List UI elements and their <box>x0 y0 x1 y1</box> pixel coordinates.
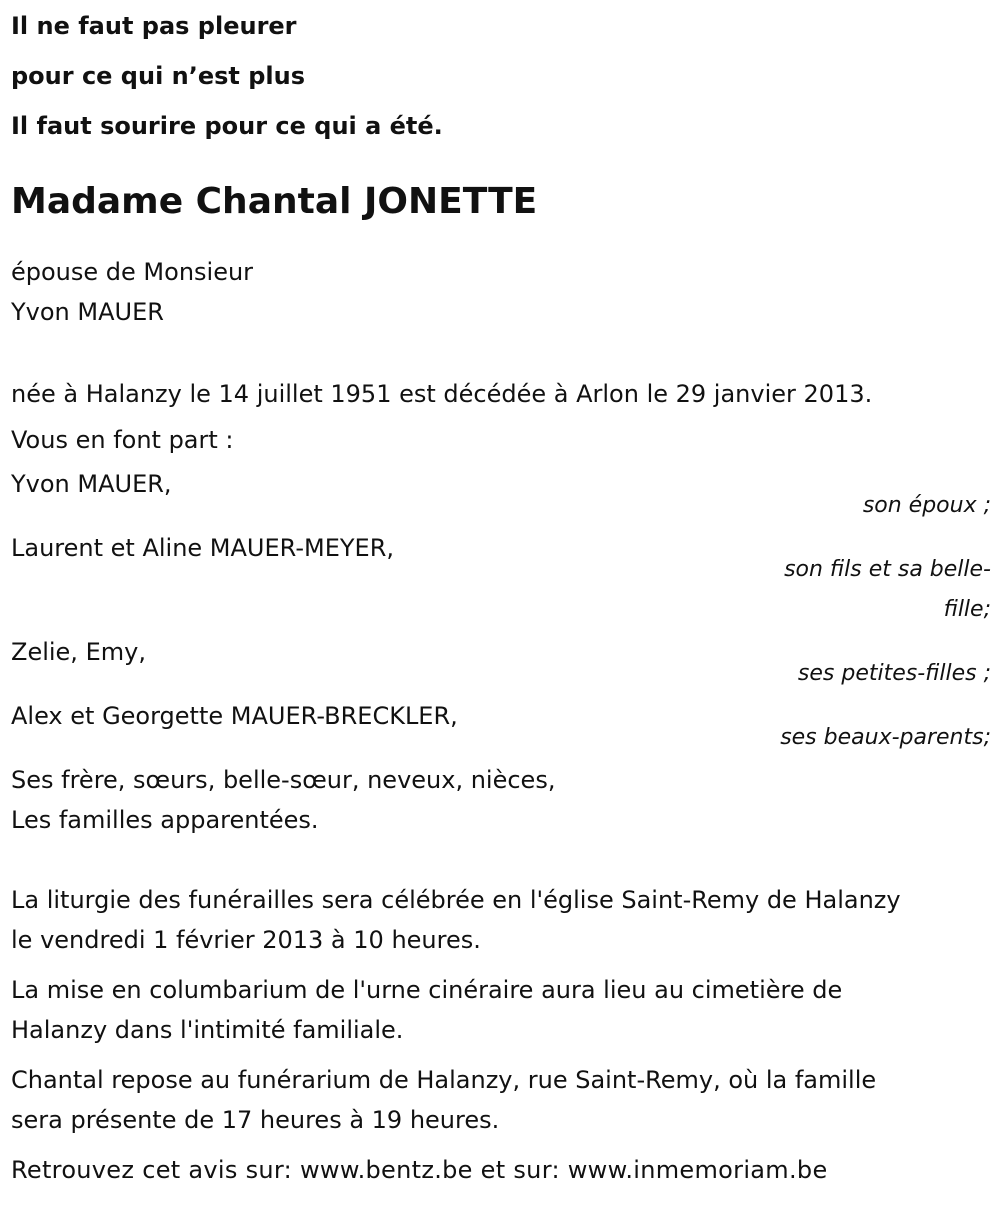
family-role <box>11 654 991 694</box>
family-role-line: son époux ; <box>862 493 991 518</box>
footer-websites: Retrouvez cet avis sur: www.bentz.be et sur: www.inmemoriam.be <box>11 1156 828 1184</box>
deceased-name: Madame Chantal JONETTE <box>11 181 538 222</box>
paragraph-line: sera présente de 17 heures à 19 heures. <box>11 1106 500 1134</box>
poem-line: Il ne faut pas pleurer <box>11 12 297 40</box>
family-role-line: fille; <box>943 597 991 622</box>
relatives-line: Ses frère, sœurs, belle-sœur, neveux, nièces, <box>11 766 556 794</box>
family-role-line: son fils et sa belle- <box>784 557 991 582</box>
paragraph-line: le vendredi 1 février 2013 à 10 heures. <box>11 926 481 954</box>
columbarium-info <box>11 970 991 1050</box>
poem-line: pour ce qui n’est plus <box>11 62 306 90</box>
family-role-line: ses petites-filles ; <box>797 661 991 686</box>
relatives <box>11 760 991 840</box>
spouse-name: Yvon MAUER <box>11 298 164 326</box>
family-member: Alex et Georgette MAUER-BRECKLER, <box>11 702 458 730</box>
paragraph-line: Halanzy dans l'intimité familiale. <box>11 1016 404 1044</box>
family-entry <box>11 696 991 758</box>
relatives-line: Les familles apparentées. <box>11 806 319 834</box>
family-entry <box>11 632 991 694</box>
spouse-line: épouse de Monsieur <box>11 258 254 286</box>
paragraph-line: La liturgie des funérailles sera célébrée en l'église Saint-Remy de Halanzy <box>11 886 901 914</box>
obituary-notice <box>11 0 991 1190</box>
announcement: Vous en font part : <box>11 426 234 454</box>
family-member: Yvon MAUER, <box>11 470 172 498</box>
family-role-line: ses beaux-parents; <box>780 725 991 750</box>
family-member: Laurent et Aline MAUER-MEYER, <box>11 534 395 562</box>
family-entry <box>11 464 991 526</box>
family-entry <box>11 528 991 630</box>
funeral-liturgy <box>11 880 991 960</box>
birth-death-statement: née à Halanzy le 14 juillet 1951 est décédée à Arlon le 29 janvier 2013. <box>11 380 873 408</box>
funerarium-info <box>11 1060 991 1140</box>
spouse-info <box>11 252 991 332</box>
paragraph-line: La mise en columbarium de l'urne cinéraire aura lieu au cimetière de <box>11 976 843 1004</box>
poem-line: Il faut sourire pour ce qui a été. <box>11 112 443 140</box>
poem <box>11 0 991 151</box>
paragraph-line: Chantal repose au funérarium de Halanzy, rue Saint-Remy, où la famille <box>11 1066 877 1094</box>
family-member: Zelie, Emy, <box>11 638 146 666</box>
